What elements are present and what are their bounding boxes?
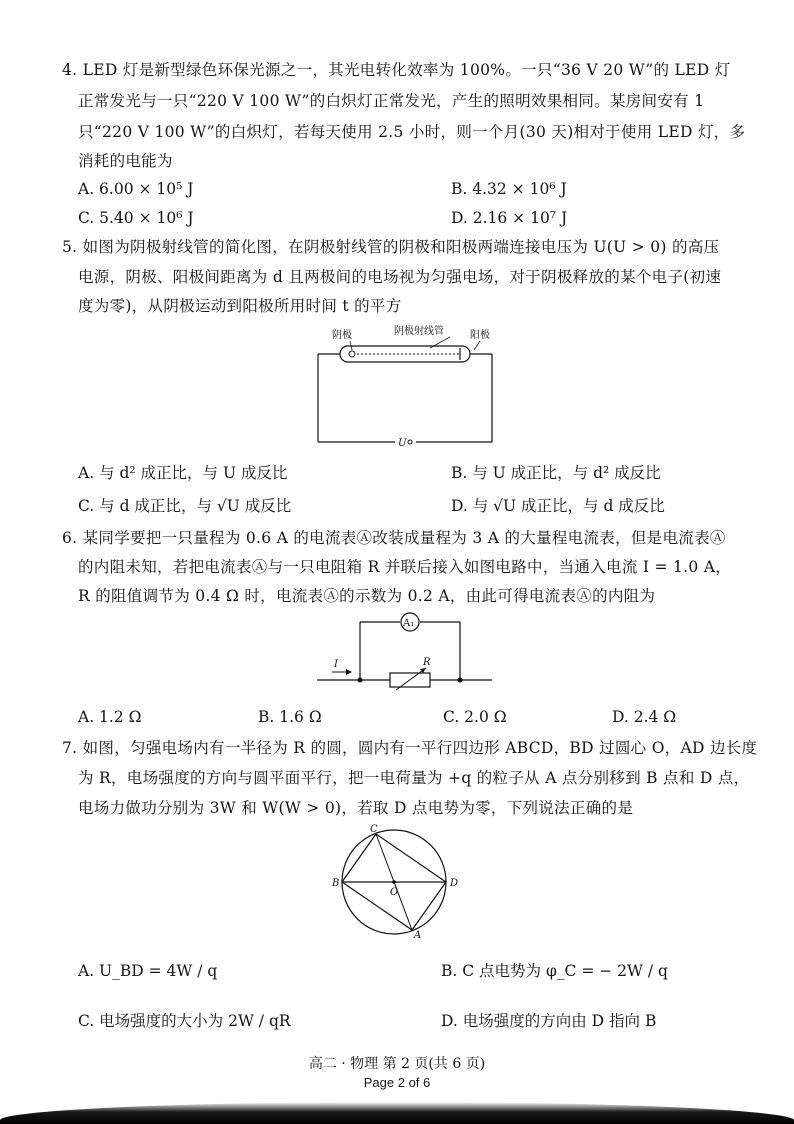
- q6-option-b: B. 1.6 Ω: [258, 708, 322, 726]
- cathode-ray-tube-diagram: [310, 320, 500, 450]
- q6-line-2: 的内阻未知，若把电流表Ⓐ与一只电阻箱 R 并联后接入如图电路中，当通入电流 I = 1.0 A，: [78, 558, 732, 576]
- source-voltage-label: U: [398, 438, 407, 449]
- page-footer-title: 高二 · 物理 第 2 页(共 6 页): [308, 1056, 486, 1072]
- q7-line-2: 为 R，电场强度的方向与圆平面平行，把一电荷量为 +q 的粒子从 A 点分别移到 B 点和 D 点，: [78, 769, 750, 787]
- q7-option-a: A. U_BD = 4W / q: [78, 962, 218, 980]
- q7-line-3: 电场力做功分别为 3W 和 W(W > 0)，若取 D 点电势为零，下列说法正确的是: [78, 799, 634, 817]
- cathode-label: 阴极: [332, 330, 352, 341]
- q4-option-c: C. 5.40 × 10⁶ J: [78, 209, 194, 227]
- circle-parallelogram-diagram: [330, 822, 466, 940]
- point-b-label: B: [332, 878, 340, 889]
- q4-line-1: 4. LED 灯是新型绿色环保光源之一，其光电转化效率为 100%。一只“36 V 20 W”的 LED 灯: [62, 61, 731, 79]
- ammeter-resistor-circuit: [312, 610, 497, 692]
- q6-option-a: A. 1.2 Ω: [78, 708, 142, 726]
- point-c-label: C: [370, 824, 378, 835]
- q4-line-3: 只“220 V 100 W”的白炽灯，若每天使用 2.5 小时，则一个月(30 天)相对于使用 LED 灯，多: [78, 123, 746, 141]
- point-d-label: D: [450, 878, 459, 889]
- q4-line-2: 正常发光与一只“220 V 100 W”的白炽灯正常发光，产生的照明效果相同。某房间安有 1: [78, 92, 705, 110]
- point-a-label: A: [414, 930, 422, 940]
- q5-option-a: A. 与 d² 成正比，与 U 成反比: [78, 464, 288, 482]
- q7-option-b: B. C 点电势为 φ_C = − 2W / q: [441, 962, 668, 980]
- q7-option-c: C. 电场强度的大小为 2W / qR: [78, 1012, 291, 1030]
- resistor-label: R: [423, 657, 431, 668]
- q4-option-d: D. 2.16 × 10⁷ J: [451, 209, 568, 227]
- q5-option-b: B. 与 U 成正比，与 d² 成反比: [451, 464, 661, 482]
- scan-bottom-edge: [0, 1102, 794, 1124]
- q5-line-1: 5. 如图为阴极射线管的简化图，在阴极射线管的阴极和阳极两端连接电压为 U(U > 0) 的高压: [62, 238, 720, 256]
- q5-option-d: D. 与 √U 成正比，与 d 成反比: [451, 497, 665, 515]
- terminal-icon: [408, 440, 412, 444]
- q6-line-3: R 的阻值调节为 0.4 Ω 时，电流表Ⓐ的示数为 0.2 A，由此可得电流表Ⓐ的内阻为: [78, 587, 656, 605]
- q6-line-1: 6. 某同学要把一只量程为 0.6 A 的电流表Ⓐ改装成量程为 3 A 的大量程电流表，但是电流表Ⓐ: [62, 529, 726, 547]
- q4-line-4: 消耗的电能为: [78, 152, 173, 170]
- center-o-label: O: [390, 887, 399, 898]
- q5-option-c: C. 与 d 成正比，与 √U 成反比: [78, 497, 292, 515]
- ammeter-label: A₁: [403, 618, 415, 629]
- page-number: Page 2 of 6: [363, 1075, 431, 1090]
- q7-line-1: 7. 如图，匀强电场内有一半径为 R 的圆，圆内有一平行四边形 ABCD，BD 过圆心 O，AD 边长度: [62, 739, 758, 757]
- q5-line-3: 度为零)，从阴极运动到阳极所用时间 t 的平方: [78, 297, 402, 315]
- q6-option-d: D. 2.4 Ω: [612, 708, 677, 726]
- q5-line-2: 电源，阴极、阳极间距离为 d 且两极间的电场视为匀强电场，对于阴极释放的某个电子(初速: [78, 268, 722, 286]
- q7-option-d: D. 电场强度的方向由 D 指向 B: [441, 1012, 657, 1030]
- tube-label: 阴极射线管: [394, 326, 444, 337]
- anode-label: 阳极: [470, 330, 490, 341]
- current-label: I: [334, 659, 338, 670]
- q6-option-c: C. 2.0 Ω: [443, 708, 507, 726]
- q4-option-a: A. 6.00 × 10⁵ J: [78, 180, 194, 198]
- q4-option-b: B. 4.32 × 10⁶ J: [451, 180, 567, 198]
